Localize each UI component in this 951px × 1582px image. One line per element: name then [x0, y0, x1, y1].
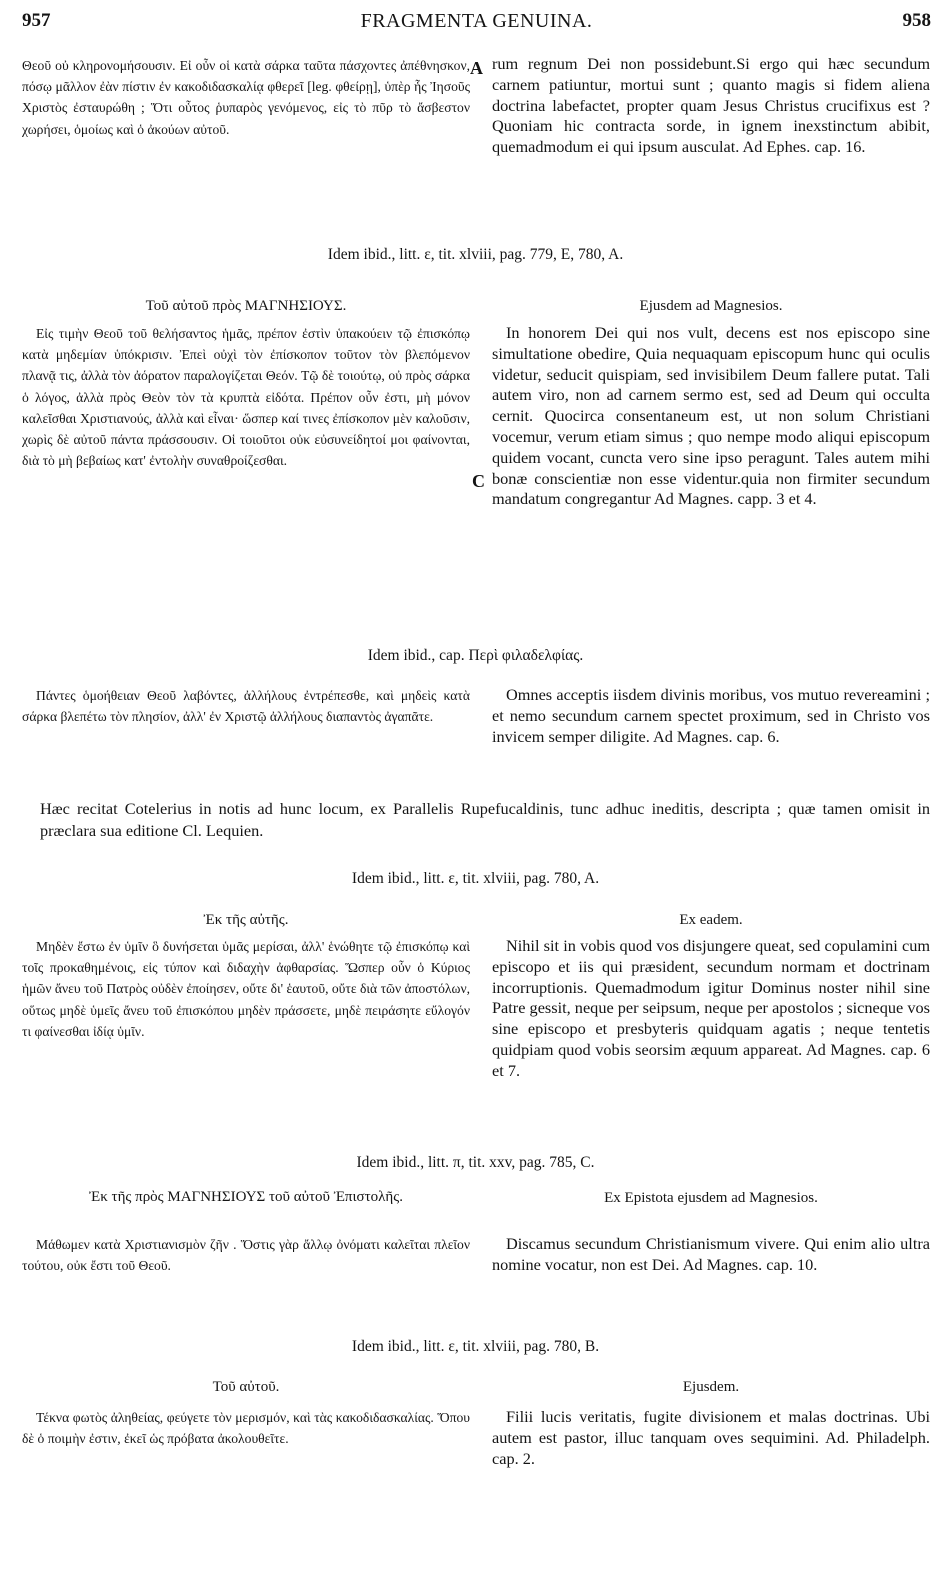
latin-paragraph: Nihil sit in vobis quod vos disjungere queat, sed copulamini cum episcopo et iis qui præsident, secundum normam et doctrinam incorruptionis. Quemadmodum igitur Dominus noster nihil sine Patre gessit, neque per seipsum, neque per apostolos ; sicneque vos sine episcopo et presbyteris quidquam agatis ; neque tentetis quidpiam quod vobis seorsim æquum appareat. Ad Magnes. cap. 6 et 7.: [492, 936, 930, 1080]
latin-paragraph: Discamus secundum Christianismum vivere. Qui enim alio ultra nomine vocatur, non est Dei. Ad Magnes. cap. 10.: [492, 1234, 930, 1274]
source-citation: Idem ibid., cap. Περὶ φιλαδελφίας.: [367, 647, 584, 664]
greek-paragraph: Μηδὲν ἔστω ἐν ὑμῖν ὃ δυνήσεται ὑμᾶς μερίσαι, ἀλλ' ἑνώθητε τῷ ἐπισκόπῳ καὶ τοῖς προκαθημένοις, εἰς τύπον καὶ διδαχὴν ἀφθαρσίας. Ὥσπερ οὖν ὁ Κύριος ἡμῶν ἄνευ τοῦ Πατρὸς οὐδὲν ἐποίησεν, οὔτε δι' ἑαυτοῦ, οὔτε διὰ τῶν ἀποστόλων, οὕτως μηδὲ ὑμεῖς ἄνευ τοῦ ἐπισκόπου μηδὲν πράσσετε, μηδὲ πειράσητε εὔλογόν τι φαίνεσθαι ἰδίᾳ ὑμῖν.: [22, 939, 470, 1039]
latin-heading: Ex eadem.: [679, 912, 743, 928]
latin-heading: Ex Epistota ejusdem ad Magnesios.: [604, 1190, 818, 1206]
source-citation: Idem ibid., litt. π, tit. xxv, pag. 785, C.: [356, 1154, 595, 1171]
greek-heading: Ἐκ τῆς αὐτῆς.: [203, 912, 289, 928]
left-page-number: 957: [22, 10, 51, 31]
latin-paragraph: In honorem Dei qui nos vult, decens est nos episcopo sine simultatione obedire, Quia nequaquam episcopum hunc qui oculis videtur, seducit quispiam, sed invisibilem Deum fallere putat. Tali autem viro, non ad carnem sermo est, sed ad Deum qui occulta cernit. Quocirca consentaneum est, ut non solum Christiani vocemur, verum etiam simus ; quo nempe modo aliqui episcopum quidem vocant, cuncta vero sine ipso peragunt. Tales autem mihi bonæ conscientiæ non esse videntur.quia non firmiter secundum mandatum congregantur Ad Magnes. capp. 3 et 4.: [492, 323, 930, 509]
greek-heading: Τοῦ αὐτοῦ.: [212, 1379, 280, 1395]
right-page-number: 958: [902, 10, 931, 31]
greek-heading: Τοῦ αὐτοῦ πρὸς ΜΑΓΝΗΣΙΟΥΣ.: [145, 298, 347, 314]
latin-heading: Ejusdem ad Magnesios.: [639, 298, 783, 314]
margin-marker-a: A: [470, 58, 483, 78]
greek-paragraph: Τέκνα φωτὸς ἀληθείας, φεύγετε τὸν μερισμόν, καὶ τὰς κακοδιδασκαλίας. Ὅπου δὲ ὁ ποιμὴν ἐστιν, ἐκεῖ ὡς πρόβατα ἀκολουθεῖτε.: [22, 1410, 470, 1447]
latin-paragraph: Filii lucis veritatis, fugite divisionem et malas doctrinas. Ubi autem est pastor, illuc tanquam oves sequimini. Ad. Philadelph. cap. 2.: [492, 1407, 930, 1468]
source-citation: Idem ibid., litt. ε, tit. xlviii, pag. 780, A.: [351, 870, 600, 887]
greek-paragraph: Θεοῦ οὐ κληρονομήσουσιν. Εἰ οὖν οἱ κατὰ σάρκα ταῦτα πάσχοντες ἀπέθνησκον, πόσῳ μᾶλλον ἐὰν πίστιν ἐν κακοδιδασκαλίᾳ φθερεῖ [leg. φθείρῃ], ὑπὲρ ἧς Ἰησοῦς Χριστὸς ἐσταυρώθη ; Ὅτι οὗτος ῥυπαρὸς γενόμενος, εἰς τὸ πῦρ τὸ ἄσβεστον χωρήσει, ὁμοίως καὶ ὁ ἀκούων αὐτοῦ.: [22, 58, 470, 137]
running-title: FRAGMENTA GENUINA.: [360, 10, 593, 32]
latin-heading: Ejusdem.: [682, 1379, 740, 1395]
margin-marker-c: C: [472, 471, 485, 491]
latin-paragraph: rum regnum Dei non possidebunt.Si ergo qui hæc secundum carnem patiuntur, mortui sunt ; quanto magis si fidem aliena doctrina labefactet, propter quam Jesus Christus crucifixus est ? Quoniam hic contracta sorde, in ignem inexstinctum abibit, quemadmodum ei qui ipsum ausculat. Ad Ephes. cap. 16.: [492, 54, 930, 157]
latin-paragraph: Omnes acceptis iisdem divinis moribus, vos mutuo revereamini ; et nemo secundum carnem spectet proximum, sed in Christo vos invicem semper diligite. Ad Magnes. cap. 6.: [492, 685, 930, 746]
greek-paragraph: Πάντες ὁμοήθειαν Θεοῦ λαβόντες, ἀλλήλους ἐντρέπεσθε, καὶ μηδεὶς κατὰ σάρκα βλεπέτω τὸν πλησίον, ἀλλ' ἐν Χριστῷ ἀλλήλους διαπαντὸς ἀγαπᾶτε.: [22, 688, 470, 725]
greek-paragraph: Εἰς τιμὴν Θεοῦ τοῦ θελήσαντος ἡμᾶς, πρέπον ἐστὶν ὑπακούειν τῷ ἐπισκόπῳ κατὰ μηδεμίαν ὑπόκρισιν. Ἐπεὶ οὐχὶ τὸν ἐπίσκοπον τοῦτον τὸν βλεπόμενον πλανᾷ τις, ἀλλὰ τὸν ἀόρατον παραλογίζεται Θεόν. Τῷ δὲ τοιούτῳ, οὐ πρὸς σάρκα ὁ λόγος, ἀλλὰ πρὸς Θεὸν τὸν τὰ κρυπτὰ εἰδότα. Πρέπον οὖν ἐστι, μὴ μόνον καλεῖσθαι Χριστιανούς, ἀλλὰ καὶ εἶναι· ὥσπερ καί τινες ἐπίσκοπον μὲν καλοῦσιν, χωρὶς δὲ αὐτοῦ πάντα πράσσουσιν. Οἱ τοιοῦτοι οὐκ εὐσυνείδητοί μοι φαίνονται, διὰ τὸ μὴ βεβαίως κατ' ἐντολὴν συναθροίζεσθαι.: [22, 326, 470, 469]
editorial-note: Hæc recitat Cotelerius in notis ad hunc locum, ex Parallelis Rupefucaldinis, tunc adhuc ineditis, descripta ; quæ tamen omisit in præclara sua editione Cl. Lequien.: [40, 799, 930, 840]
greek-heading: Ἐκ τῆς πρὸς ΜΑΓΝΗΣΙΟΥΣ τοῦ αὐτοῦ Ἐπιστολῆς.: [89, 1189, 403, 1205]
running-header: [22, 10, 931, 40]
greek-paragraph: Μάθωμεν κατὰ Χριστιανισμὸν ζῆν . Ὅστις γὰρ ἄλλῳ ὀνόματι καλεῖται πλεῖον τούτου, οὐκ ἔστι τοῦ Θεοῦ.: [22, 1237, 470, 1274]
source-citation: Idem ibid., litt. ε, tit. xlviii, pag. 780, B.: [351, 1338, 600, 1355]
source-citation: Idem ibid., litt. ε, tit. xlviii, pag. 779, E, 780, A.: [327, 246, 624, 263]
